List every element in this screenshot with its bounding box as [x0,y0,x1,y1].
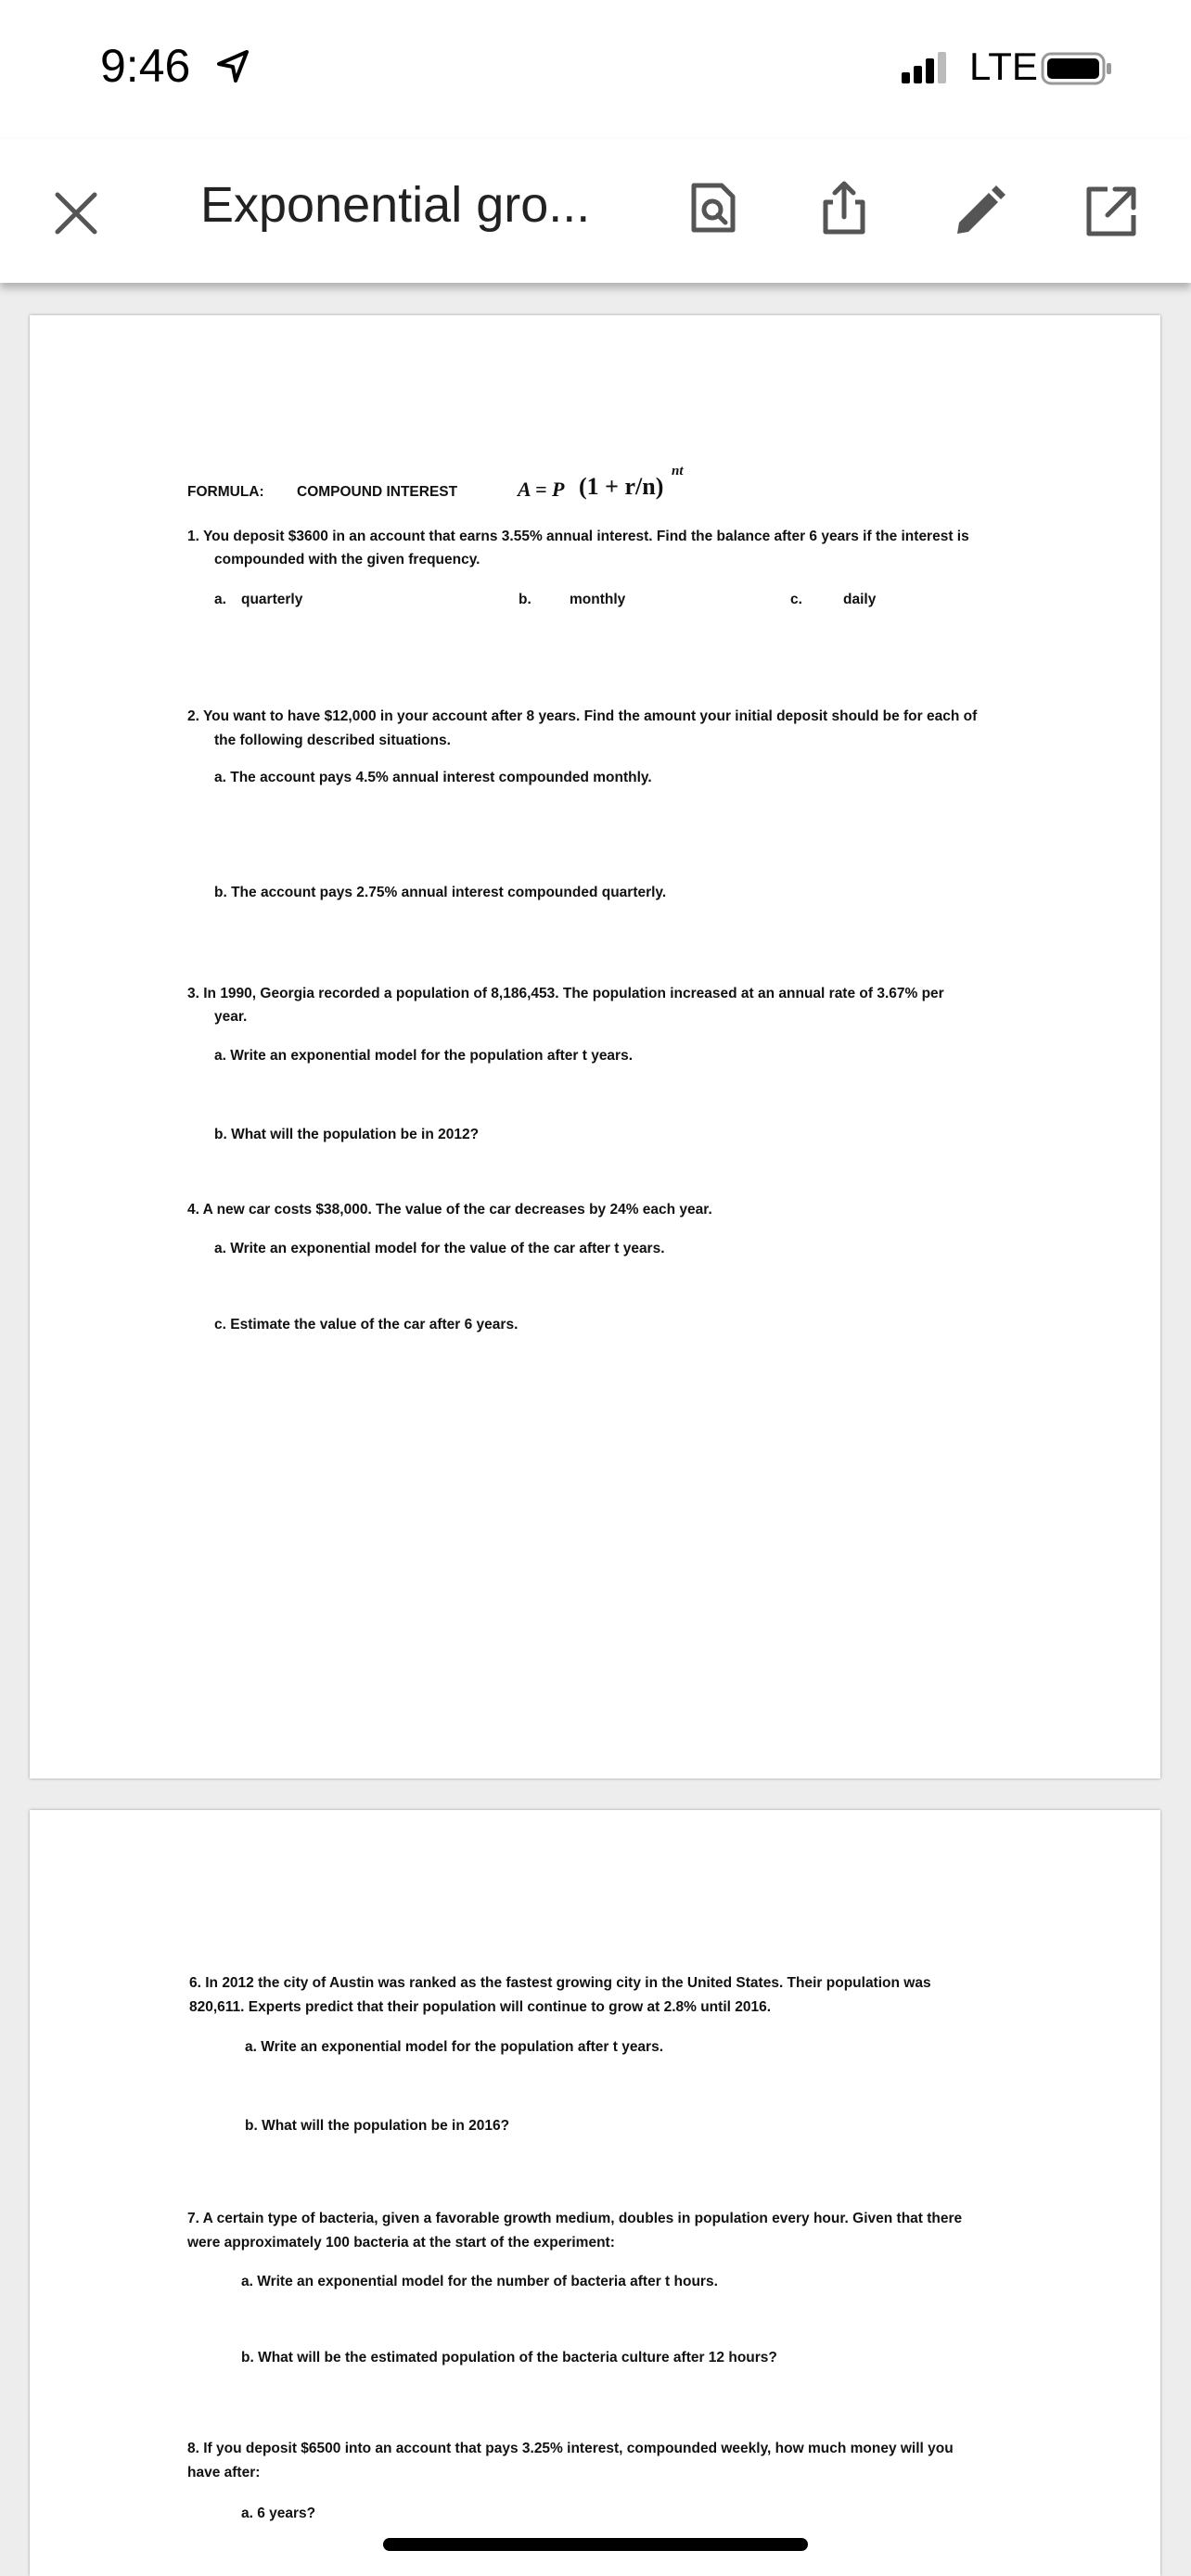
question-7-cont: were approximately 100 bacteria at the start of the experiment: [187,2235,615,2251]
question-6b: b. What will the population be in 2016? [245,2118,510,2134]
status-time: 9:46 [100,40,191,92]
open-external-icon[interactable] [1083,184,1139,239]
question-4: 4. A new car costs $38,000. The value of the car decreases by 24% each year. [187,1202,712,1218]
signal-strength-icon [902,50,976,87]
document-page-2 [30,1810,1160,2576]
document-title: Exponential gro... [200,177,591,233]
question-1c-letter: c. [790,592,802,607]
document-page-1 [30,315,1160,1779]
question-7b: b. What will be the estimated population of the bacteria culture after 12 hours? [241,2350,777,2366]
formula-label: FORMULA: [187,484,264,500]
question-1a: quarterly [241,592,303,607]
question-2b: b. The account pays 2.75% annual interest compounded quarterly. [214,885,667,900]
document-toolbar [0,139,1191,283]
network-type: LTE [969,45,1038,88]
search-document-icon[interactable] [685,180,740,236]
share-icon[interactable] [816,180,872,236]
formula-body: (1 + r/n) [579,473,664,500]
question-2-cont: the following described situations. [214,733,451,748]
formula-name: COMPOUND INTEREST [297,484,458,500]
question-2: 2. You want to have $12,000 in your account after 8 years. Find the amount your initial deposit should be for each of [187,708,978,724]
question-8-cont: have after: [187,2465,261,2480]
question-3: 3. In 1990, Georgia recorded a population of 8,186,453. The population increased at an annual rate of 3.67% per [187,986,944,1001]
question-4c: c. Estimate the value of the car after 6 years. [214,1317,519,1333]
home-indicator[interactable] [383,2538,808,2551]
question-1a-letter: a. [214,592,226,607]
question-1b: monthly [570,592,626,607]
edit-pencil-icon[interactable] [952,184,1007,239]
formula-exponent: nt [672,464,684,478]
question-3-cont: year. [214,1009,248,1025]
question-6-cont: 820,611. Experts predict that their population will continue to grow at 2.8% until 2016. [189,1999,772,2015]
question-3a: a. Write an exponential model for the population after t years. [214,1048,634,1064]
close-icon[interactable] [48,185,104,241]
question-1c: daily [843,592,877,607]
question-3b: b. What will the population be in 2012? [214,1127,480,1142]
location-arrow-icon [215,48,252,85]
formula-lhs: A = P [518,478,565,501]
question-7a: a. Write an exponential model for the number of bacteria after t hours. [241,2274,718,2289]
question-1: 1. You deposit $3600 in an account that earns 3.55% annual interest. Find the balance after 6 years if the interest is [187,529,969,544]
question-1b-letter: b. [519,592,531,607]
question-8: 8. If you deposit $6500 into an account that pays 3.25% interest, compounded weekly, how much money will you [187,2441,954,2456]
question-6: 6. In 2012 the city of Austin was ranked as the fastest growing city in the United States. Their population was [189,1975,931,1991]
question-1-cont: compounded with the given frequency. [214,552,480,567]
status-bar [0,0,1191,139]
question-2a: a. The account pays 4.5% annual interest compounded monthly. [214,770,652,785]
question-6a: a. Write an exponential model for the population after t years. [245,2039,664,2055]
question-8a: a. 6 years? [241,2506,316,2521]
question-7: 7. A certain type of bacteria, given a favorable growth medium, doubles in population every hour. Given that there [187,2211,963,2226]
question-4a: a. Write an exponential model for the value of the car after t years. [214,1241,665,1256]
battery-icon [1041,50,1115,87]
